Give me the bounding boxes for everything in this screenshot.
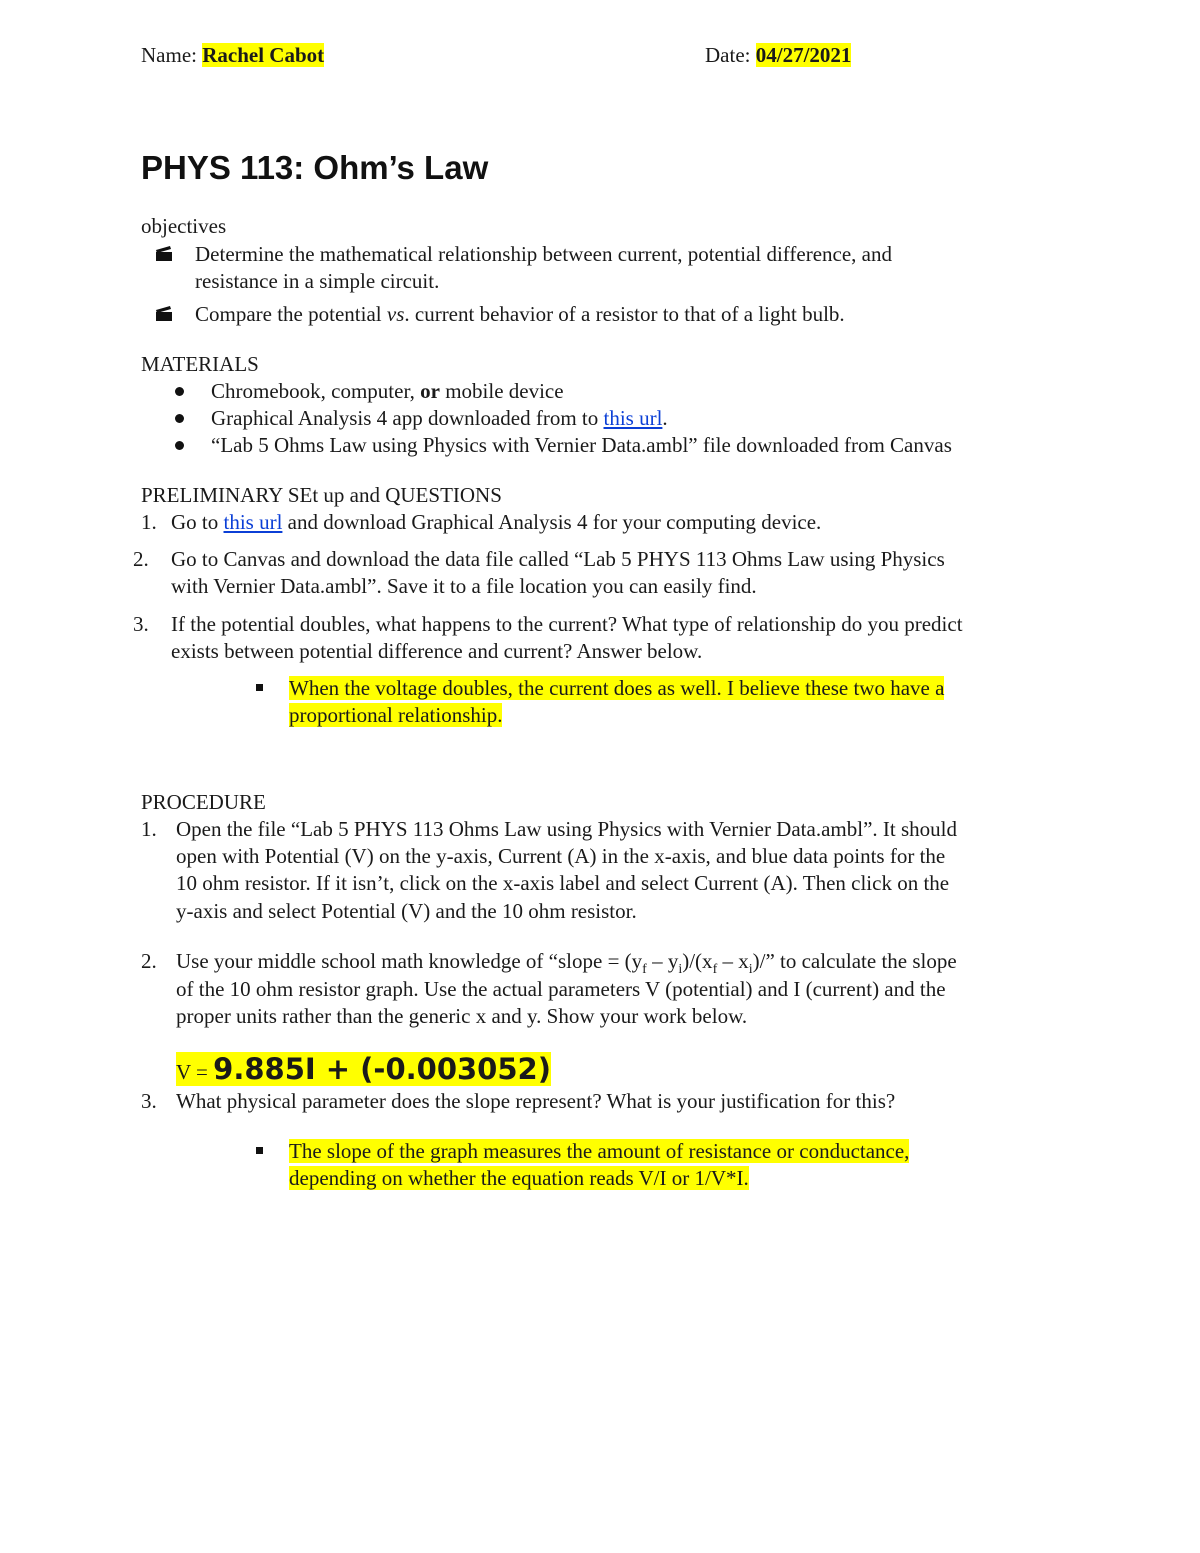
clapperboard-icon xyxy=(154,245,174,263)
slope-text: – x xyxy=(717,949,749,973)
objective-item-1-line-1: Determine the mathematical relationship between current, potential difference, and xyxy=(195,242,892,266)
slope-text: )/(x xyxy=(682,949,713,973)
materials-item-2-text: Graphical Analysis 4 app downloaded from to xyxy=(211,406,604,430)
subscript: f xyxy=(712,962,718,978)
preliminary-q1-text-end: and download Graphical Analysis 4 for your computing device. xyxy=(282,510,822,534)
answer-p3-line-1 xyxy=(289,1138,909,1165)
square-bullet-icon xyxy=(256,1147,263,1154)
bullet-icon xyxy=(175,387,184,396)
preliminary-q3-line-2: exists between potential difference and current? Answer below. xyxy=(171,639,703,663)
preliminary-q1-text: Go to xyxy=(171,510,224,534)
square-bullet-icon xyxy=(256,684,263,691)
subscript: i xyxy=(678,962,683,978)
preliminary-q3-number: 3. xyxy=(133,612,149,636)
procedure-p1-line-4: y-axis and select Potential (V) and the 10 ohm resistor. xyxy=(176,899,637,923)
preliminary-q3-line-1: If the potential doubles, what happens to the current? What type of relationship do you predict xyxy=(171,612,963,636)
clapperboard-icon xyxy=(154,305,174,323)
materials-item-1-text-end: mobile device xyxy=(439,379,564,403)
name-value: Rachel Cabot xyxy=(202,43,325,67)
name-label: Name: xyxy=(141,43,197,67)
procedure-heading: PROCEDURE xyxy=(141,790,266,814)
materials-item-2-text-end: . xyxy=(662,406,668,430)
procedure-p2-number: 2. xyxy=(141,949,157,973)
answer-q3-line-1 xyxy=(289,675,944,702)
answer-p3-text-1: The slope of the graph measures the amount of resistance or conductance, xyxy=(289,1139,910,1163)
name-line xyxy=(141,42,324,69)
bullet-icon xyxy=(175,414,184,423)
materials-item-1-bold: or xyxy=(420,379,440,403)
page-title: PHYS 113: Ohm’s Law xyxy=(141,149,489,186)
materials-heading: MATERIALS xyxy=(141,352,259,376)
preliminary-q2-line-2: with Vernier Data.ambl”. Save it to a file location you can easily find. xyxy=(171,574,757,598)
answer-q3-text-2: proportional relationship. xyxy=(289,703,503,727)
preliminary-q1 xyxy=(141,509,821,536)
answer-p3-text-2: depending on whether the equation reads V/I or 1/V*I. xyxy=(289,1166,749,1190)
preliminary-q2-line-1: Go to Canvas and download the data file called “Lab 5 PHYS 113 Ohms Law using Physics xyxy=(171,547,945,571)
slope-text: )/” to calculate the slope xyxy=(752,949,957,973)
objective-item-2-text: Compare the potential xyxy=(195,302,387,326)
procedure-p2-line-2: of the 10 ohm resistor graph. Use the actual parameters V (potential) and I (current) and the xyxy=(176,977,946,1001)
procedure-p3-number: 3. xyxy=(141,1089,157,1113)
objective-item-2 xyxy=(195,301,845,328)
slope-text: – y xyxy=(646,949,679,973)
list-number: 1. xyxy=(141,510,157,534)
subscript: f xyxy=(642,962,647,978)
procedure-p1-line-2: open with Potential (V) on the y-axis, Current (A) in the x-axis, and blue data points for the xyxy=(176,844,946,868)
materials-item-2 xyxy=(211,405,668,432)
procedure-p1-line-1: Open the file “Lab 5 PHYS 113 Ohms Law using Physics with Vernier Data.ambl”. It should xyxy=(176,817,957,841)
objectives-heading: objectives xyxy=(141,214,227,238)
objective-item-2-text-end: . current behavior of a resistor to that of a light bulb. xyxy=(404,302,845,326)
materials-item-1 xyxy=(211,378,564,405)
materials-item-1-text: Chromebook, computer, xyxy=(211,379,421,403)
answer-p3-line-2 xyxy=(289,1165,749,1192)
procedure-p3-line: What physical parameter does the slope represent? What is your justification for this? xyxy=(176,1089,896,1113)
preliminary-heading: PRELIMINARY SEt up and QUESTIONS xyxy=(141,483,502,507)
materials-item-3: “Lab 5 Ohms Law using Physics with Vernier Data.ambl” file downloaded from Canvas xyxy=(211,433,952,457)
equation-v-label: V = xyxy=(176,1060,214,1084)
objective-item-2-em: vs xyxy=(386,302,405,326)
objective-item-1-line-2: resistance in a simple circuit. xyxy=(195,269,440,293)
bullet-icon xyxy=(175,441,184,450)
procedure-p1-number: 1. xyxy=(141,817,157,841)
date-value: 04/27/2021 xyxy=(755,43,852,67)
procedure-p2-line-3: proper units rather than the generic x and y. Show your work below. xyxy=(176,1004,748,1028)
slope-equation xyxy=(176,1052,551,1089)
answer-q3-line-2 xyxy=(289,702,502,729)
subscript: i xyxy=(748,962,753,978)
this-url-link[interactable]: this url xyxy=(223,510,283,534)
date-label: Date: xyxy=(705,43,751,67)
equation-expression: 9.885I + (-0.003052) xyxy=(213,1052,551,1086)
preliminary-q2-number: 2. xyxy=(133,547,149,571)
this-url-link[interactable]: this url xyxy=(603,406,663,430)
date-line xyxy=(705,42,851,69)
procedure-p1-line-3: 10 ohm resistor. If it isn’t, click on the x-axis label and select Current (A). Then click on the xyxy=(176,871,950,895)
slope-text: Use your middle school math knowledge of “slope = (y xyxy=(176,949,643,973)
answer-q3-text-1: When the voltage doubles, the current does as well. I believe these two have a xyxy=(289,676,945,700)
